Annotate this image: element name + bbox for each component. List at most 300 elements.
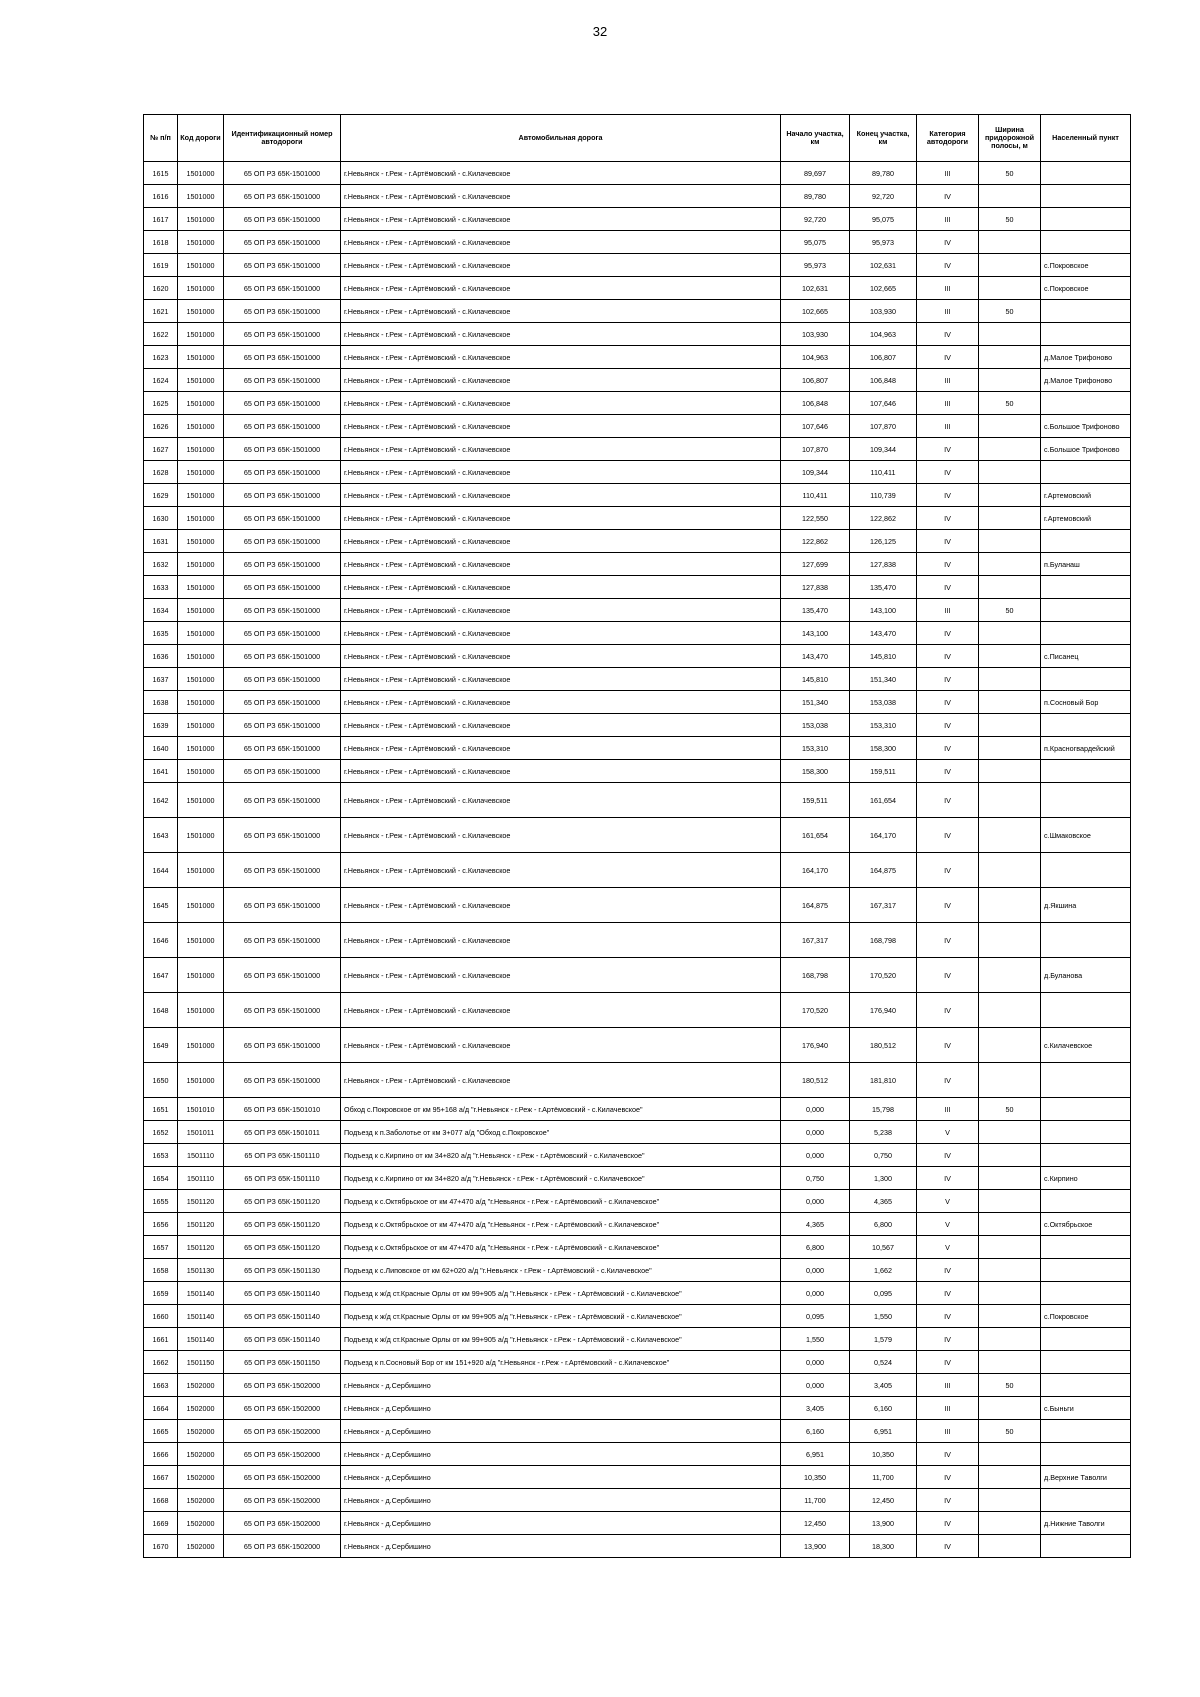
road-name-cell: г.Невьянск - г.Реж - г.Артёмовский - с.Килачевское <box>341 576 781 599</box>
start-km-cell: 4,365 <box>781 1213 850 1236</box>
col-header-road-name: Автомобильная дорога <box>341 115 781 162</box>
road-identifier-cell: 65 ОП РЗ 65К-1501000 <box>224 993 341 1028</box>
road-identifier-cell: 65 ОП РЗ 65К-1501000 <box>224 415 341 438</box>
row-number-cell: 1621 <box>144 300 178 323</box>
roadside-width-cell <box>979 958 1041 993</box>
road-name-cell: г.Невьянск - г.Реж - г.Артёмовский - с.Килачевское <box>341 346 781 369</box>
start-km-cell: 168,798 <box>781 958 850 993</box>
start-km-cell: 0,000 <box>781 1259 850 1282</box>
road-identifier-cell: 65 ОП РЗ 65К-1501000 <box>224 208 341 231</box>
road-code-cell: 1502000 <box>178 1397 224 1420</box>
road-name-cell: г.Невьянск - г.Реж - г.Артёмовский - с.Килачевское <box>341 1028 781 1063</box>
road-category-cell: III <box>917 1397 979 1420</box>
row-number-cell: 1664 <box>144 1397 178 1420</box>
roadside-width-cell <box>979 1028 1041 1063</box>
settlement-cell <box>1041 993 1131 1028</box>
road-code-cell: 1501120 <box>178 1236 224 1259</box>
end-km-cell: 143,470 <box>850 622 917 645</box>
settlement-cell <box>1041 923 1131 958</box>
road-name-cell: г.Невьянск - г.Реж - г.Артёмовский - с.Килачевское <box>341 1063 781 1098</box>
row-number-cell: 1630 <box>144 507 178 530</box>
road-category-cell: IV <box>917 1167 979 1190</box>
row-number-cell: 1660 <box>144 1305 178 1328</box>
settlement-cell: д.Малое Трифоново <box>1041 346 1131 369</box>
settlement-cell: п.Сосновый Бор <box>1041 691 1131 714</box>
table-row <box>144 923 1131 958</box>
roadside-width-cell <box>979 668 1041 691</box>
settlement-cell: с.Покровское <box>1041 1305 1131 1328</box>
road-category-cell: IV <box>917 507 979 530</box>
row-number-cell: 1631 <box>144 530 178 553</box>
end-km-cell: 89,780 <box>850 162 917 185</box>
road-name-cell: Подъезд к с.Липовское от км 62+020 а/д "г.Невьянск - г.Реж - г.Артёмовский - с.Килачевское" <box>341 1259 781 1282</box>
table-row <box>144 1144 1131 1167</box>
end-km-cell: 95,973 <box>850 231 917 254</box>
roadside-width-cell <box>979 1236 1041 1259</box>
row-number-cell: 1627 <box>144 438 178 461</box>
end-km-cell: 181,810 <box>850 1063 917 1098</box>
road-category-cell: IV <box>917 923 979 958</box>
end-km-cell: 3,405 <box>850 1374 917 1397</box>
road-code-cell: 1501000 <box>178 622 224 645</box>
roadside-width-cell: 50 <box>979 208 1041 231</box>
table-row <box>144 1397 1131 1420</box>
road-code-cell: 1501000 <box>178 958 224 993</box>
settlement-cell <box>1041 1420 1131 1443</box>
road-code-cell: 1501140 <box>178 1328 224 1351</box>
table-row <box>144 461 1131 484</box>
start-km-cell: 0,000 <box>781 1351 850 1374</box>
end-km-cell: 107,870 <box>850 415 917 438</box>
road-identifier-cell: 65 ОП РЗ 65К-1501120 <box>224 1236 341 1259</box>
col-header-identifier: Идентификационный номер автодороги <box>224 115 341 162</box>
settlement-cell <box>1041 1351 1131 1374</box>
roadside-width-cell <box>979 923 1041 958</box>
row-number-cell: 1665 <box>144 1420 178 1443</box>
row-number-cell: 1645 <box>144 888 178 923</box>
roadside-width-cell <box>979 1259 1041 1282</box>
road-identifier-cell: 65 ОП РЗ 65К-1501120 <box>224 1213 341 1236</box>
row-number-cell: 1655 <box>144 1190 178 1213</box>
start-km-cell: 0,750 <box>781 1167 850 1190</box>
roadside-width-cell <box>979 1190 1041 1213</box>
start-km-cell: 180,512 <box>781 1063 850 1098</box>
road-category-cell: IV <box>917 668 979 691</box>
road-name-cell: г.Невьянск - г.Реж - г.Артёмовский - с.Килачевское <box>341 392 781 415</box>
road-category-cell: IV <box>917 853 979 888</box>
settlement-cell <box>1041 1282 1131 1305</box>
roadside-width-cell <box>979 1305 1041 1328</box>
table-row <box>144 1236 1131 1259</box>
row-number-cell: 1637 <box>144 668 178 691</box>
road-identifier-cell: 65 ОП РЗ 65К-1502000 <box>224 1397 341 1420</box>
start-km-cell: 127,838 <box>781 576 850 599</box>
end-km-cell: 170,520 <box>850 958 917 993</box>
row-number-cell: 1659 <box>144 1282 178 1305</box>
road-category-cell: III <box>917 1098 979 1121</box>
end-km-cell: 127,838 <box>850 553 917 576</box>
settlement-cell <box>1041 1098 1131 1121</box>
end-km-cell: 10,567 <box>850 1236 917 1259</box>
settlement-cell: с.Килачевское <box>1041 1028 1131 1063</box>
road-identifier-cell: 65 ОП РЗ 65К-1501000 <box>224 300 341 323</box>
road-name-cell: Подъезд к с.Кирпино от км 34+820 а/д "г.Невьянск - г.Реж - г.Артёмовский - с.Килачевское" <box>341 1167 781 1190</box>
end-km-cell: 180,512 <box>850 1028 917 1063</box>
roadside-width-cell <box>979 1167 1041 1190</box>
road-identifier-cell: 65 ОП РЗ 65К-1501130 <box>224 1259 341 1282</box>
row-number-cell: 1654 <box>144 1167 178 1190</box>
table-row <box>144 599 1131 622</box>
table-row <box>144 1167 1131 1190</box>
end-km-cell: 164,170 <box>850 818 917 853</box>
settlement-cell <box>1041 783 1131 818</box>
roadside-width-cell <box>979 484 1041 507</box>
row-number-cell: 1638 <box>144 691 178 714</box>
settlement-cell <box>1041 1236 1131 1259</box>
road-code-cell: 1501000 <box>178 507 224 530</box>
col-header-category: Категория автодороги <box>917 115 979 162</box>
settlement-cell: с.Писанец <box>1041 645 1131 668</box>
row-number-cell: 1646 <box>144 923 178 958</box>
road-code-cell: 1501110 <box>178 1167 224 1190</box>
end-km-cell: 109,344 <box>850 438 917 461</box>
road-identifier-cell: 65 ОП РЗ 65К-1501000 <box>224 923 341 958</box>
road-identifier-cell: 65 ОП РЗ 65К-1501000 <box>224 438 341 461</box>
road-code-cell: 1501000 <box>178 853 224 888</box>
road-name-cell: г.Невьянск - г.Реж - г.Артёмовский - с.Килачевское <box>341 208 781 231</box>
end-km-cell: 95,075 <box>850 208 917 231</box>
road-identifier-cell: 65 ОП РЗ 65К-1502000 <box>224 1512 341 1535</box>
table-row <box>144 1420 1131 1443</box>
end-km-cell: 110,739 <box>850 484 917 507</box>
road-name-cell: г.Невьянск - г.Реж - г.Артёмовский - с.Килачевское <box>341 438 781 461</box>
road-name-cell: г.Невьянск - д.Сербишино <box>341 1397 781 1420</box>
start-km-cell: 12,450 <box>781 1512 850 1535</box>
end-km-cell: 92,720 <box>850 185 917 208</box>
road-name-cell: г.Невьянск - г.Реж - г.Артёмовский - с.Килачевское <box>341 277 781 300</box>
col-header-end-km: Конец участка, км <box>850 115 917 162</box>
col-header-start-km: Начало участка, км <box>781 115 850 162</box>
road-name-cell: г.Невьянск - д.Сербишино <box>341 1443 781 1466</box>
road-identifier-cell: 65 ОП РЗ 65К-1501140 <box>224 1328 341 1351</box>
table-row <box>144 737 1131 760</box>
road-name-cell: г.Невьянск - г.Реж - г.Артёмовский - с.Килачевское <box>341 162 781 185</box>
table-row <box>144 1489 1131 1512</box>
roadside-width-cell <box>979 1466 1041 1489</box>
road-identifier-cell: 65 ОП РЗ 65К-1501000 <box>224 691 341 714</box>
table-row <box>144 1098 1131 1121</box>
road-name-cell: г.Невьянск - г.Реж - г.Артёмовский - с.Килачевское <box>341 993 781 1028</box>
road-identifier-cell: 65 ОП РЗ 65К-1501110 <box>224 1144 341 1167</box>
row-number-cell: 1663 <box>144 1374 178 1397</box>
table-row <box>144 208 1131 231</box>
row-number-cell: 1670 <box>144 1535 178 1558</box>
start-km-cell: 122,862 <box>781 530 850 553</box>
road-name-cell: г.Невьянск - г.Реж - г.Артёмовский - с.Килачевское <box>341 714 781 737</box>
row-number-cell: 1651 <box>144 1098 178 1121</box>
row-number-cell: 1639 <box>144 714 178 737</box>
road-category-cell: IV <box>917 1144 979 1167</box>
roadside-width-cell <box>979 346 1041 369</box>
row-number-cell: 1625 <box>144 392 178 415</box>
roadside-width-cell <box>979 231 1041 254</box>
settlement-cell: п.Буланаш <box>1041 553 1131 576</box>
row-number-cell: 1668 <box>144 1489 178 1512</box>
end-km-cell: 106,848 <box>850 369 917 392</box>
end-km-cell: 1,579 <box>850 1328 917 1351</box>
road-category-cell: IV <box>917 783 979 818</box>
road-name-cell: г.Невьянск - г.Реж - г.Артёмовский - с.Килачевское <box>341 369 781 392</box>
road-name-cell: г.Невьянск - г.Реж - г.Артёмовский - с.Килачевское <box>341 760 781 783</box>
settlement-cell: д.Малое Трифоново <box>1041 369 1131 392</box>
roadside-width-cell: 50 <box>979 1374 1041 1397</box>
row-number-cell: 1657 <box>144 1236 178 1259</box>
end-km-cell: 161,654 <box>850 783 917 818</box>
table-row <box>144 392 1131 415</box>
table-row <box>144 818 1131 853</box>
end-km-cell: 1,662 <box>850 1259 917 1282</box>
road-name-cell: г.Невьянск - г.Реж - г.Артёмовский - с.Килачевское <box>341 958 781 993</box>
road-name-cell: г.Невьянск - г.Реж - г.Артёмовский - с.Килачевское <box>341 737 781 760</box>
road-code-cell: 1501000 <box>178 576 224 599</box>
road-name-cell: г.Невьянск - г.Реж - г.Артёмовский - с.Килачевское <box>341 923 781 958</box>
road-code-cell: 1501000 <box>178 691 224 714</box>
road-identifier-cell: 65 ОП РЗ 65К-1502000 <box>224 1489 341 1512</box>
settlement-cell <box>1041 461 1131 484</box>
road-category-cell: IV <box>917 576 979 599</box>
settlement-cell: д.Буланова <box>1041 958 1131 993</box>
road-code-cell: 1501000 <box>178 461 224 484</box>
settlement-cell <box>1041 1063 1131 1098</box>
road-category-cell: IV <box>917 1351 979 1374</box>
table-row <box>144 1063 1131 1098</box>
start-km-cell: 110,411 <box>781 484 850 507</box>
roadside-width-cell <box>979 1443 1041 1466</box>
road-name-cell: г.Невьянск - д.Сербишино <box>341 1420 781 1443</box>
settlement-cell: г.Артемовский <box>1041 484 1131 507</box>
start-km-cell: 135,470 <box>781 599 850 622</box>
road-identifier-cell: 65 ОП РЗ 65К-1501000 <box>224 277 341 300</box>
start-km-cell: 164,170 <box>781 853 850 888</box>
settlement-cell: п.Красногвардейский <box>1041 737 1131 760</box>
table-row <box>144 346 1131 369</box>
row-number-cell: 1662 <box>144 1351 178 1374</box>
start-km-cell: 145,810 <box>781 668 850 691</box>
road-identifier-cell: 65 ОП РЗ 65К-1501000 <box>224 185 341 208</box>
roadside-width-cell <box>979 1512 1041 1535</box>
row-number-cell: 1616 <box>144 185 178 208</box>
road-category-cell: IV <box>917 438 979 461</box>
roadside-width-cell <box>979 1351 1041 1374</box>
start-km-cell: 0,000 <box>781 1374 850 1397</box>
road-identifier-cell: 65 ОП РЗ 65К-1501000 <box>224 783 341 818</box>
end-km-cell: 4,365 <box>850 1190 917 1213</box>
roadside-width-cell <box>979 760 1041 783</box>
table-row <box>144 1328 1131 1351</box>
roadside-width-cell <box>979 1328 1041 1351</box>
end-km-cell: 6,951 <box>850 1420 917 1443</box>
road-code-cell: 1501000 <box>178 438 224 461</box>
start-km-cell: 151,340 <box>781 691 850 714</box>
start-km-cell: 95,075 <box>781 231 850 254</box>
end-km-cell: 158,300 <box>850 737 917 760</box>
road-code-cell: 1501000 <box>178 369 224 392</box>
start-km-cell: 89,697 <box>781 162 850 185</box>
row-number-cell: 1669 <box>144 1512 178 1535</box>
road-identifier-cell: 65 ОП РЗ 65К-1501000 <box>224 553 341 576</box>
settlement-cell <box>1041 300 1131 323</box>
row-number-cell: 1632 <box>144 553 178 576</box>
table-row <box>144 1305 1131 1328</box>
roads-table <box>143 114 1131 1558</box>
road-identifier-cell: 65 ОП РЗ 65К-1501000 <box>224 599 341 622</box>
road-category-cell: IV <box>917 1535 979 1558</box>
road-name-cell: Подъезд к с.Октябрьское от км 47+470 а/д "г.Невьянск - г.Реж - г.Артёмовский - с.Килачевское" <box>341 1190 781 1213</box>
start-km-cell: 106,848 <box>781 392 850 415</box>
road-name-cell: Подъезд к ж/д ст.Красные Орлы от км 99+905 а/д "г.Невьянск - г.Реж - г.Артёмовский - с.Килачевское" <box>341 1282 781 1305</box>
start-km-cell: 0,000 <box>781 1144 850 1167</box>
roadside-width-cell <box>979 622 1041 645</box>
row-number-cell: 1644 <box>144 853 178 888</box>
road-category-cell: IV <box>917 1282 979 1305</box>
end-km-cell: 126,125 <box>850 530 917 553</box>
row-number-cell: 1647 <box>144 958 178 993</box>
road-code-cell: 1501000 <box>178 668 224 691</box>
start-km-cell: 6,800 <box>781 1236 850 1259</box>
row-number-cell: 1635 <box>144 622 178 645</box>
table-row <box>144 369 1131 392</box>
end-km-cell: 159,511 <box>850 760 917 783</box>
road-identifier-cell: 65 ОП РЗ 65К-1501000 <box>224 507 341 530</box>
table-row <box>144 668 1131 691</box>
road-category-cell: IV <box>917 958 979 993</box>
road-code-cell: 1501000 <box>178 553 224 576</box>
start-km-cell: 158,300 <box>781 760 850 783</box>
start-km-cell: 109,344 <box>781 461 850 484</box>
road-code-cell: 1501000 <box>178 888 224 923</box>
road-identifier-cell: 65 ОП РЗ 65К-1501000 <box>224 760 341 783</box>
roadside-width-cell <box>979 1397 1041 1420</box>
road-name-cell: г.Невьянск - г.Реж - г.Артёмовский - с.Килачевское <box>341 415 781 438</box>
start-km-cell: 92,720 <box>781 208 850 231</box>
road-name-cell: г.Невьянск - г.Реж - г.Артёмовский - с.Килачевское <box>341 622 781 645</box>
end-km-cell: 11,700 <box>850 1466 917 1489</box>
road-category-cell: IV <box>917 530 979 553</box>
settlement-cell <box>1041 714 1131 737</box>
table-row <box>144 415 1131 438</box>
road-category-cell: IV <box>917 1512 979 1535</box>
road-identifier-cell: 65 ОП РЗ 65К-1501000 <box>224 958 341 993</box>
row-number-cell: 1652 <box>144 1121 178 1144</box>
end-km-cell: 167,317 <box>850 888 917 923</box>
settlement-cell: д.Верхние Таволги <box>1041 1466 1131 1489</box>
road-code-cell: 1501110 <box>178 1144 224 1167</box>
road-identifier-cell: 65 ОП РЗ 65К-1501000 <box>224 392 341 415</box>
end-km-cell: 103,930 <box>850 300 917 323</box>
table-row <box>144 783 1131 818</box>
road-category-cell: IV <box>917 185 979 208</box>
road-name-cell: г.Невьянск - г.Реж - г.Артёмовский - с.Килачевское <box>341 691 781 714</box>
road-name-cell: Подъезд к п.Заболотье от км 3+077 а/д "Обход с.Покровское" <box>341 1121 781 1144</box>
start-km-cell: 170,520 <box>781 993 850 1028</box>
row-number-cell: 1619 <box>144 254 178 277</box>
road-identifier-cell: 65 ОП РЗ 65К-1501000 <box>224 737 341 760</box>
road-category-cell: III <box>917 162 979 185</box>
roadside-width-cell: 50 <box>979 599 1041 622</box>
road-code-cell: 1501000 <box>178 1028 224 1063</box>
road-name-cell: г.Невьянск - г.Реж - г.Артёмовский - с.Килачевское <box>341 888 781 923</box>
end-km-cell: 176,940 <box>850 993 917 1028</box>
roadside-width-cell: 50 <box>979 162 1041 185</box>
settlement-cell <box>1041 1121 1131 1144</box>
row-number-cell: 1623 <box>144 346 178 369</box>
settlement-cell <box>1041 668 1131 691</box>
road-category-cell: IV <box>917 1063 979 1098</box>
road-name-cell: Подъезд к п.Сосновый Бор от км 151+920 а/д "г.Невьянск - г.Реж - г.Артёмовский - с.Килачевское" <box>341 1351 781 1374</box>
table-row <box>144 691 1131 714</box>
road-name-cell: г.Невьянск - г.Реж - г.Артёмовский - с.Килачевское <box>341 530 781 553</box>
table-row <box>144 760 1131 783</box>
road-code-cell: 1501120 <box>178 1190 224 1213</box>
row-number-cell: 1618 <box>144 231 178 254</box>
road-code-cell: 1501120 <box>178 1213 224 1236</box>
start-km-cell: 0,000 <box>781 1098 850 1121</box>
road-identifier-cell: 65 ОП РЗ 65К-1501000 <box>224 484 341 507</box>
road-name-cell: Подъезд к с.Октябрьское от км 47+470 а/д "г.Невьянск - г.Реж - г.Артёмовский - с.Килачевское" <box>341 1236 781 1259</box>
roadside-width-cell <box>979 993 1041 1028</box>
end-km-cell: 168,798 <box>850 923 917 958</box>
road-code-cell: 1501000 <box>178 277 224 300</box>
row-number-cell: 1640 <box>144 737 178 760</box>
end-km-cell: 13,900 <box>850 1512 917 1535</box>
settlement-cell <box>1041 760 1131 783</box>
start-km-cell: 1,550 <box>781 1328 850 1351</box>
table-row <box>144 553 1131 576</box>
settlement-cell: г.Артемовский <box>1041 507 1131 530</box>
table-row <box>144 993 1131 1028</box>
road-identifier-cell: 65 ОП РЗ 65К-1501000 <box>224 645 341 668</box>
road-category-cell: IV <box>917 714 979 737</box>
end-km-cell: 15,798 <box>850 1098 917 1121</box>
road-identifier-cell: 65 ОП РЗ 65К-1501000 <box>224 346 341 369</box>
table-row <box>144 1512 1131 1535</box>
road-category-cell: IV <box>917 760 979 783</box>
row-number-cell: 1653 <box>144 1144 178 1167</box>
roadside-width-cell: 50 <box>979 392 1041 415</box>
road-identifier-cell: 65 ОП РЗ 65К-1502000 <box>224 1420 341 1443</box>
end-km-cell: 135,470 <box>850 576 917 599</box>
start-km-cell: 164,875 <box>781 888 850 923</box>
table-row <box>144 254 1131 277</box>
road-identifier-cell: 65 ОП РЗ 65К-1501010 <box>224 1098 341 1121</box>
settlement-cell <box>1041 1190 1131 1213</box>
road-name-cell: г.Невьянск - г.Реж - г.Артёмовский - с.Килачевское <box>341 818 781 853</box>
road-code-cell: 1501140 <box>178 1282 224 1305</box>
row-number-cell: 1649 <box>144 1028 178 1063</box>
end-km-cell: 151,340 <box>850 668 917 691</box>
roadside-width-cell <box>979 1282 1041 1305</box>
roadside-width-cell <box>979 1063 1041 1098</box>
road-identifier-cell: 65 ОП РЗ 65К-1501000 <box>224 818 341 853</box>
road-category-cell: IV <box>917 993 979 1028</box>
road-name-cell: г.Невьянск - г.Реж - г.Артёмовский - с.Килачевское <box>341 323 781 346</box>
road-category-cell: III <box>917 300 979 323</box>
start-km-cell: 0,000 <box>781 1282 850 1305</box>
road-code-cell: 1501000 <box>178 208 224 231</box>
road-identifier-cell: 65 ОП РЗ 65К-1501120 <box>224 1190 341 1213</box>
settlement-cell: с.Большое Трифоново <box>1041 438 1131 461</box>
road-name-cell: г.Невьянск - г.Реж - г.Артёмовский - с.Килачевское <box>341 254 781 277</box>
